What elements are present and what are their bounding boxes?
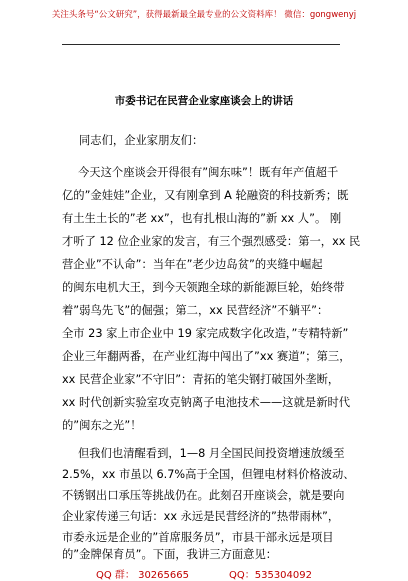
paragraph-2-line: 的”金牌保育员”。下面，我讲三方面意见： xyxy=(62,548,278,561)
paragraph-2-line: 不锈钢出口承压等挑战仍在。此刻召开座谈会，就是要向 xyxy=(62,489,345,502)
paragraph-1-line: 全市 23 家上市企业中 19 家完成数字化改造，”专精特新” xyxy=(62,327,349,340)
paragraph-1-line: xx 民营企业家”不守旧”：青拓的笔尖钢打破国外垄断， xyxy=(62,373,340,386)
document-title: 市委书记在民营企业家座谈会上的讲话 xyxy=(114,95,294,107)
page-header-banner: 关注头条号“公文研究”，获得最新最全最专业的公文资料库！ 微信：gongwenyj xyxy=(51,10,357,20)
paragraph-1-line: 有土生土长的”老 xx”，也有扎根山海的”新 xx 人”。 刚 xyxy=(62,212,342,225)
paragraph-1-line: xx 时代创新实验室攻克钠离子电池技术——这就是新时代 xyxy=(62,396,351,409)
paragraph-2-line: 2.5%，xx 市虽以 6.7%高于全国，但锂电材料价格波动、 xyxy=(62,468,355,481)
paragraph-2-line: 市委永远是企业的”首席服务员”，市县干部永远是项目 xyxy=(62,531,334,544)
header-divider xyxy=(62,44,340,45)
paragraph-1-line: 才听了 12 位企业家的发言，有三个强烈感受：第一，xx 民 xyxy=(62,235,361,248)
paragraph-1-line: 营企业”不认命”：当年在”老少边岛贫”的夹缝中崛起 xyxy=(62,258,323,271)
paragraph-1-line: 今天这个座谈会开得很有”闽东味”！既有年产值超千 xyxy=(78,166,339,179)
footer-qq-group: QQ 群： 30265665 xyxy=(95,570,189,581)
paragraph-2-line: 但我们也清醒看到，1—8 月全国民间投资增速放缓至 xyxy=(78,447,345,460)
paragraph-1-line: 企业三年翻两番，在产业红海中闯出了”xx 赛道”；第三， xyxy=(62,350,351,363)
footer-qq: QQ：535304092 xyxy=(228,570,312,581)
salutation: 同志们，企业家朋友们： xyxy=(79,134,204,147)
paragraph-1-line: 的闽东电机大王，到今天领跑全球的新能源巨轮，始终带 xyxy=(62,281,345,294)
paragraph-2-line: 企业家传递三句话：xx 永远是民营经济的”热带雨林”， xyxy=(62,510,340,523)
paragraph-1-line: 的”闽东之光”！ xyxy=(62,419,142,432)
paragraph-1-line: 亿的”金娃娃”企业，又有刚拿到 A 轮融资的科技新秀；既 xyxy=(62,189,349,202)
paragraph-1-line: 着”弱鸟先飞”的倔强；第二，xx 民营经济”不躺平”： xyxy=(62,304,329,317)
page-footer xyxy=(0,566,408,581)
